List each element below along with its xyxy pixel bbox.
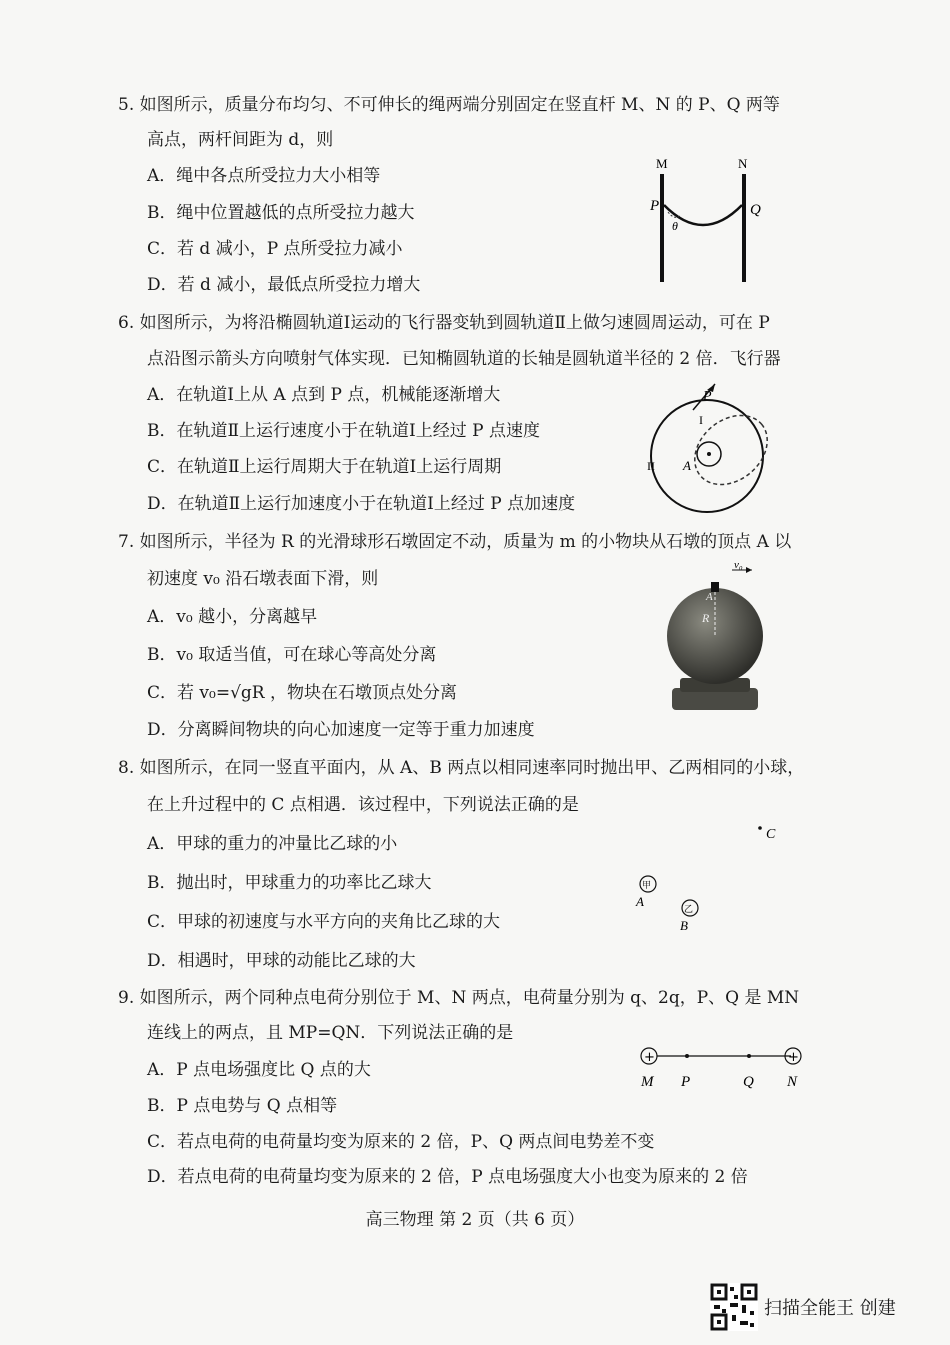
label-B: B (680, 918, 688, 933)
question-7-line1: 7. 如图所示，半径为 R 的光滑球形石墩固定不动，质量为 m 的小物块从石墩的顶点 A 以 (118, 532, 792, 552)
label-N: N (738, 156, 748, 171)
q6-option-c: C．在轨道Ⅱ上运行周期大于在轨道Ⅰ上运行周期 (147, 457, 502, 477)
q9-option-a: A．P 点电场强度比 Q 点的大 (147, 1060, 371, 1080)
label-N: N (787, 1074, 798, 1090)
label-Q: Q (750, 202, 761, 218)
label-P: P (650, 198, 660, 214)
question-9-line2: 连线上的两点，且 MP=QN．下列说法正确的是 (147, 1023, 514, 1043)
q7-option-a: A．v₀ 越小，分离越早 (147, 607, 318, 627)
q9-option-b: B．P 点电势与 Q 点相等 (147, 1096, 338, 1116)
label-R: R (702, 611, 710, 625)
question-8-line2: 在上升过程中的 C 点相遇．该过程中，下列说法正确的是 (147, 795, 579, 815)
label-A: A (706, 591, 713, 603)
label-Q: Q (743, 1074, 754, 1090)
label-A: A (683, 458, 691, 473)
orbit-figure (645, 378, 785, 518)
question-7-line2: 初速度 v₀ 沿石墩表面下滑，则 (147, 569, 379, 589)
stone-ball-figure (660, 560, 770, 720)
label-v0: v₀ (734, 560, 743, 571)
label-P: P (681, 1074, 691, 1090)
q6-option-b: B．在轨道Ⅱ上运行速度小于在轨道Ⅰ上经过 P 点速度 (147, 421, 541, 441)
q5-option-d: D．若 d 减小，最低点所受拉力增大 (147, 275, 421, 295)
q6-option-d: D．在轨道Ⅱ上运行加速度小于在轨道Ⅰ上经过 P 点加速度 (147, 494, 576, 514)
label-C: C (766, 827, 776, 842)
q6-option-a: A．在轨道Ⅰ上从 A 点到 P 点，机械能逐渐增大 (147, 385, 501, 405)
q9-option-c: C．若点电荷的电荷量均变为原来的 2 倍，P、Q 两点间电势差不变 (147, 1132, 655, 1152)
q7-option-b: B．v₀ 取适当值，可在球心等高处分离 (147, 645, 437, 665)
question-5-line2: 高点，两杆间距为 d，则 (147, 130, 334, 150)
q5-option-a: A．绳中各点所受拉力大小相等 (147, 166, 381, 186)
label-theta: θ (672, 219, 678, 233)
q8-option-b: B．抛出时，甲球重力的功率比乙球大 (147, 873, 432, 893)
page-footer: 高三物理 第 2 页（共 6 页） (365, 1210, 585, 1230)
label-M: M (656, 156, 668, 171)
question-6-line2: 点沿图示箭头方向喷射气体实现．已知椭圆轨道的长轴是圆轨道半径的 2 倍．飞行器 (147, 349, 781, 369)
projectile-figure (630, 820, 790, 940)
q8-option-c: C．甲球的初速度与水平方向的夹角比乙球的大 (147, 912, 501, 932)
scanner-watermark: 扫描全能王 创建 (764, 1298, 896, 1319)
label-ball-yi: 乙 (684, 905, 694, 915)
label-orbit-II: II (647, 459, 655, 473)
label-ball-jia: 甲 (642, 881, 652, 891)
label-M: M (641, 1074, 654, 1090)
label-orbit-I: I (699, 413, 703, 427)
qr-code-icon (710, 1283, 758, 1331)
q9-option-d: D．若点电荷的电荷量均变为原来的 2 倍，P 点电场强度大小也变为原来的 2 倍 (147, 1167, 748, 1187)
question-5-line1: 5. 如图所示，质量分布均匀、不可伸长的绳两端分别固定在竖直杆 M、N 的 P、Q 两等 (118, 95, 780, 115)
point-charges-figure (635, 1040, 810, 1090)
question-9-line1: 9. 如图所示，两个同种点电荷分别位于 M、N 两点，电荷量分别为 q、2q，P、Q 是 MN (118, 988, 800, 1008)
q7-option-d: D．分离瞬间物块的向心加速度一定等于重力加速度 (147, 720, 535, 740)
plus-icon: + (644, 1050, 655, 1065)
question-6-line1: 6. 如图所示，为将沿椭圆轨道Ⅰ运动的飞行器变轨到圆轨道Ⅱ上做匀速圆周运动，可在 P (118, 313, 770, 333)
q5-option-c: C．若 d 减小，P 点所受拉力减小 (147, 239, 403, 259)
label-A: A (636, 894, 644, 909)
question-8-line1: 8. 如图所示，在同一竖直平面内，从 A、B 两点以相同速率同时抛出甲、乙两相同的小球， (118, 758, 805, 778)
q7-option-c: C．若 v₀=√gR ，物块在石墩顶点处分离 (147, 683, 457, 703)
q8-option-a: A．甲球的重力的冲量比乙球的小 (147, 834, 398, 854)
rope-between-poles-figure (640, 150, 770, 290)
label-P: P (703, 389, 712, 404)
plus-icon: + (788, 1050, 799, 1065)
q5-option-b: B．绳中位置越低的点所受拉力越大 (147, 203, 415, 223)
q8-option-d: D．相遇时，甲球的动能比乙球的大 (147, 951, 416, 971)
